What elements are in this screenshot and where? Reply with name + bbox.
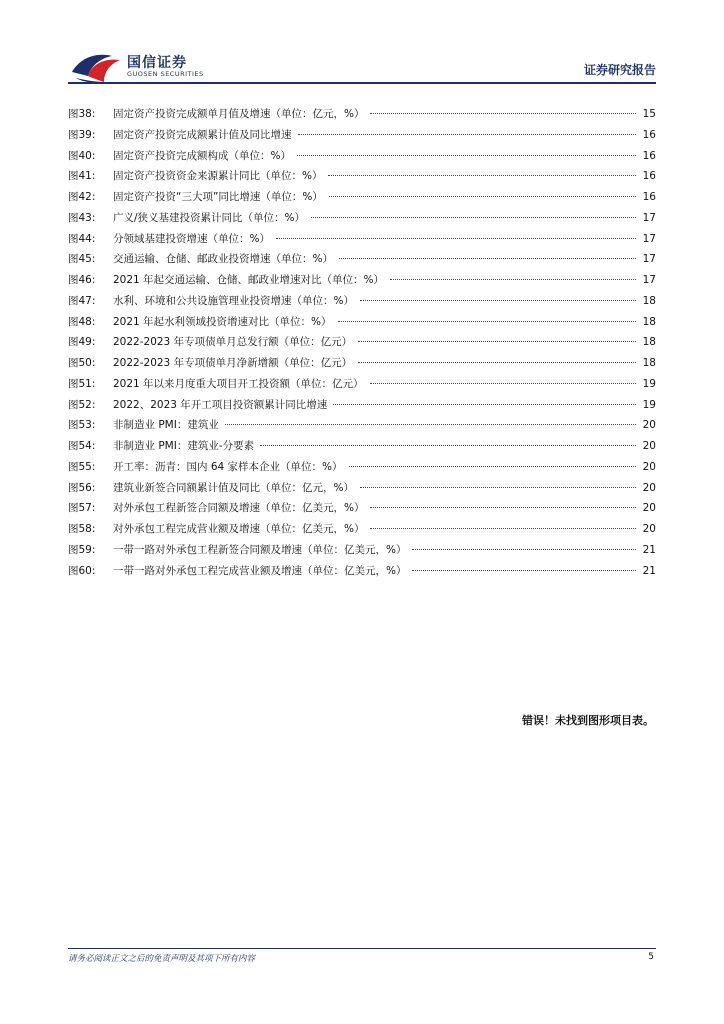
toc-entry-page[interactable]: 17: [642, 232, 656, 245]
toc-dot-leader: [276, 237, 636, 239]
toc-entry-number: 图54:: [68, 440, 96, 452]
toc-entry[interactable]: [68, 125, 656, 146]
toc-entry-title[interactable]: 一带一路对外承包工程完成营业额及增速（单位：亿美元，%）: [113, 564, 407, 577]
toc-entry[interactable]: [68, 270, 656, 291]
toc-entry-page[interactable]: 19: [642, 377, 656, 390]
toc-entry-page[interactable]: 20: [642, 419, 656, 432]
brand-name-cn: 国信证券: [127, 55, 187, 71]
toc-dot-leader: [329, 195, 636, 197]
toc-dot-leader: [412, 569, 636, 571]
toc-entry-number: 图60:: [68, 564, 96, 577]
toc-dot-leader: [349, 465, 636, 467]
toc-entry-title[interactable]: 固定资产投资完成额单月值及增速（单位：亿元，%）: [113, 108, 365, 120]
toc-dot-leader: [338, 320, 636, 322]
toc-entry-page[interactable]: 16: [642, 128, 656, 141]
toc-entry-title[interactable]: 非制造业 PMI：建筑业: [113, 419, 219, 432]
toc-entry[interactable]: [68, 415, 656, 436]
toc-entry-page[interactable]: 20: [642, 502, 656, 515]
toc-entry-page[interactable]: 16: [642, 149, 656, 162]
toc-entry-number: 图50:: [68, 357, 96, 369]
toc-entry[interactable]: [68, 229, 656, 250]
header-divider: [68, 82, 656, 84]
toc-entry[interactable]: [68, 395, 656, 416]
toc-entry[interactable]: [68, 187, 656, 208]
toc-entry-number: 图53:: [68, 419, 96, 432]
toc-entry-title[interactable]: 固定资产投资完成额构成（单位：%）: [113, 149, 291, 162]
toc-entry-number: 图43:: [68, 211, 96, 224]
toc-dot-leader: [412, 548, 636, 550]
toc-entry-page[interactable]: 20: [642, 523, 656, 535]
toc-entry-number: 图48:: [68, 315, 96, 328]
toc-dot-leader: [370, 506, 636, 508]
toc-entry-number: 图47:: [68, 294, 96, 307]
toc-entry[interactable]: [68, 104, 656, 125]
toc-dot-leader: [260, 444, 636, 446]
toc-dot-leader: [358, 361, 636, 363]
toc-entry-number: 图58:: [68, 523, 96, 535]
toc-entry-number: 图46:: [68, 274, 96, 286]
toc-entry-title[interactable]: 一带一路对外承包工程新签合同额及增速（单位：亿美元，%）: [113, 543, 407, 556]
toc-entry-page[interactable]: 18: [642, 357, 656, 369]
toc-entry[interactable]: [68, 457, 656, 478]
toc-entry-number: 图52:: [68, 398, 96, 411]
toc-entry-page[interactable]: 17: [642, 211, 656, 224]
toc-entry-title[interactable]: 开工率：沥青：国内 64 家样本企业（单位：%）: [113, 460, 343, 473]
toc-entry-page[interactable]: 18: [642, 294, 656, 307]
toc-dot-leader: [339, 257, 636, 259]
toc-entry-number: 图57:: [68, 502, 96, 515]
toc-entry-title[interactable]: 水利、环境和公共设施管理业投资增速（单位：%）: [113, 294, 354, 307]
toc-entry-number: 图55:: [68, 460, 96, 473]
toc-dot-leader: [225, 423, 636, 425]
toc-entry[interactable]: [68, 498, 656, 519]
toc-entry-title[interactable]: 2022-2023 年专项债单月总发行额（单位：亿元）: [113, 336, 353, 349]
footer-disclaimer: 请务必阅读正文之后的免责声明及其项下所有内容: [68, 954, 256, 964]
toc-entry[interactable]: [68, 332, 656, 353]
toc-dot-leader: [298, 133, 637, 135]
toc-entry[interactable]: [68, 561, 656, 582]
toc-entry-page[interactable]: 17: [642, 274, 656, 286]
toc-entry-title[interactable]: 固定资产投资完成额累计值及同比增速: [113, 128, 292, 141]
toc-entry-number: 图41:: [68, 170, 96, 183]
toc-entry[interactable]: [68, 374, 656, 395]
toc-entry-title[interactable]: 对外承包工程新签合同额及增速（单位：亿美元，%）: [113, 502, 365, 515]
toc-entry-number: 图40:: [68, 149, 96, 162]
toc-entry-page[interactable]: 15: [642, 108, 656, 120]
toc-entry-page[interactable]: 21: [642, 564, 656, 577]
toc-entry-page[interactable]: 18: [642, 336, 656, 349]
toc-dot-leader: [370, 527, 636, 529]
toc-entry[interactable]: [68, 146, 656, 167]
toc-entry[interactable]: [68, 291, 656, 312]
toc-entry-number: 图38:: [68, 108, 96, 120]
toc-dot-leader: [328, 174, 636, 176]
toc-entry-number: 图45:: [68, 253, 96, 266]
toc-entry[interactable]: [68, 540, 656, 561]
toc-entry-number: 图59:: [68, 543, 96, 556]
toc-entry[interactable]: [68, 312, 656, 333]
toc-entry-number: 图42:: [68, 191, 96, 203]
toc-entry-number: 图39:: [68, 128, 96, 141]
toc-entry[interactable]: [68, 208, 656, 229]
toc-entry-title[interactable]: 固定资产投资“三大项”同比增速（单位：%）: [113, 191, 323, 203]
toc-dot-leader: [370, 112, 636, 114]
toc-entry-page[interactable]: 16: [642, 191, 656, 203]
toc-entry[interactable]: [68, 353, 656, 374]
toc-entry-page[interactable]: 20: [642, 460, 656, 473]
toc-dot-leader: [333, 403, 636, 405]
toc-entry-title[interactable]: 对外承包工程完成营业额及增速（单位：亿美元，%）: [113, 523, 365, 535]
page-number: 5: [648, 952, 654, 962]
toc-entry[interactable]: [68, 519, 656, 540]
toc-entry[interactable]: [68, 436, 656, 457]
report-type-label: 证券研究报告: [583, 63, 656, 77]
toc-entry-title[interactable]: 交通运输、仓储、邮政业投资增速（单位：%）: [113, 253, 333, 266]
toc-dot-leader: [370, 382, 636, 384]
toc-entry-title[interactable]: 建筑业新签合同额累计值及同比（单位：亿元，%）: [113, 481, 354, 494]
toc-entry-title[interactable]: 非制造业 PMI：建筑业-分要素: [113, 440, 255, 452]
toc-entry-title[interactable]: 分领域基建投资增速（单位：%）: [113, 232, 270, 245]
figure-index-list: [68, 104, 656, 581]
toc-dot-leader: [297, 154, 636, 156]
brand-name-en: GUOSEN SECURITIES: [127, 70, 204, 78]
toc-entry-page[interactable]: 21: [642, 543, 656, 556]
toc-entry-page[interactable]: 20: [642, 440, 656, 452]
toc-entry-page[interactable]: 16: [642, 170, 656, 183]
toc-entry-number: 图51:: [68, 377, 96, 390]
toc-entry-number: 图44:: [68, 232, 96, 245]
toc-entry-title[interactable]: 固定资产投资资金来源累计同比（单位：%）: [113, 170, 323, 183]
toc-entry-title[interactable]: 2021 年以来月度重大项目开工投资额（单位：亿元）: [113, 377, 364, 390]
toc-entry-title[interactable]: 2022、2023 年开工项目投资额累计同比增速: [113, 398, 328, 411]
toc-entry-page[interactable]: 17: [642, 253, 656, 266]
toc-entry-title[interactable]: 2022-2023 年专项债单月净新增额（单位：亿元）: [113, 357, 353, 369]
toc-dot-leader: [360, 486, 636, 488]
toc-dot-leader: [360, 299, 636, 301]
toc-entry[interactable]: [68, 166, 656, 187]
toc-entry-title[interactable]: 广义/狭义基建投资累计同比（单位：%）: [113, 211, 306, 224]
toc-dot-leader: [390, 278, 636, 280]
toc-entry-title[interactable]: 2021 年起水利领域投资增速对比（单位：%）: [113, 315, 332, 328]
toc-entry-page[interactable]: 18: [642, 315, 656, 328]
toc-entry-number: 图49:: [68, 336, 96, 349]
toc-error-note: 错误！未找到图形项目表。: [522, 714, 654, 727]
toc-dot-leader: [358, 340, 636, 342]
toc-entry[interactable]: [68, 249, 656, 270]
toc-entry[interactable]: [68, 478, 656, 499]
toc-entry-number: 图56:: [68, 481, 96, 494]
footer-divider: [68, 948, 656, 949]
toc-entry-title[interactable]: 2021 年起交通运输、仓储、邮政业增速对比（单位：%）: [113, 274, 385, 286]
toc-entry-page[interactable]: 19: [642, 398, 656, 411]
toc-dot-leader: [311, 216, 636, 218]
guosen-logo-mark-icon: [70, 50, 126, 84]
toc-entry-page[interactable]: 20: [642, 481, 656, 494]
